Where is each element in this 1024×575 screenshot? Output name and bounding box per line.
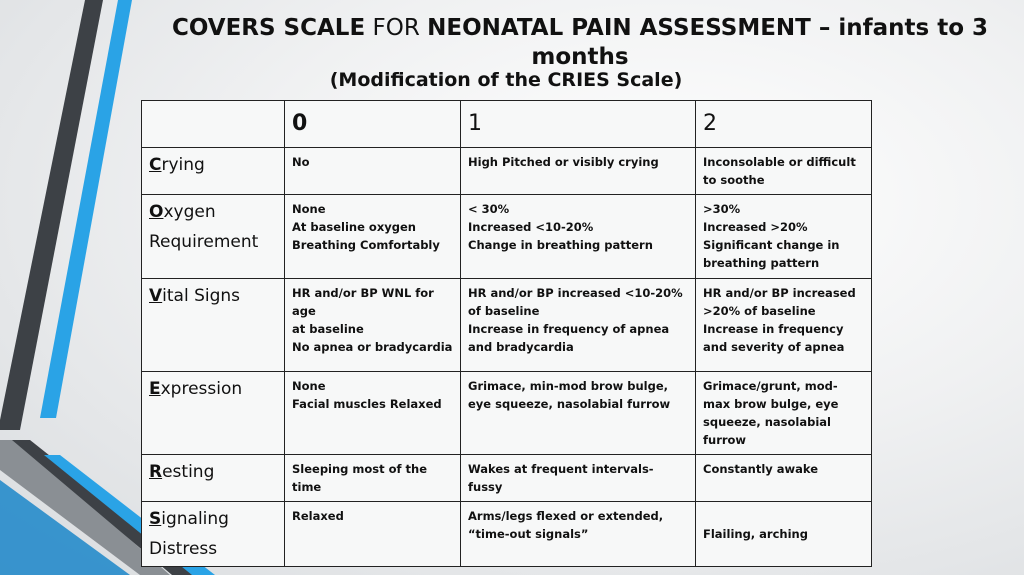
cell-signaling-0	[285, 502, 461, 567]
cell-resting-1	[461, 455, 696, 502]
table-row	[142, 279, 872, 372]
table-row	[142, 455, 872, 502]
cell-line: Significant change in breathing pattern	[703, 238, 840, 270]
cell-vital-0	[285, 279, 461, 372]
cell-line: Grimace/grunt, mod-max brow bulge, eye squeeze, nasolabial furrow	[703, 379, 839, 447]
table-row	[142, 195, 872, 279]
cell-line: Increased >20%	[703, 220, 808, 234]
cell-expression-1	[461, 372, 696, 455]
cell-line: Relaxed	[292, 509, 344, 523]
category-crying	[142, 148, 285, 195]
cell-oxygen-1	[461, 195, 696, 279]
cell-line: Sleeping most of the time	[292, 462, 428, 494]
header-empty	[142, 101, 285, 148]
cell-crying-0	[285, 148, 461, 195]
header-row	[142, 101, 872, 148]
cell-line: Constantly awake	[703, 462, 819, 476]
category-label: xpression	[160, 379, 243, 399]
cell-line: None	[292, 202, 326, 216]
category-initial: C	[149, 155, 162, 175]
cell-line: HR and/or BP increased >20% of baseline	[703, 286, 856, 318]
page-subtitle: (Modification of the CRIES Scale)	[329, 69, 683, 91]
cell-line: High Pitched or visibly crying	[468, 155, 659, 169]
cell-crying-1	[461, 148, 696, 195]
category-label: xygen Requirement	[149, 202, 259, 252]
category-label: rying	[161, 155, 205, 175]
category-oxygen	[142, 195, 285, 279]
cell-line: Change in breathing pattern	[468, 238, 653, 252]
category-expression	[142, 372, 285, 455]
cell-line: Flailing, arching	[703, 527, 808, 541]
cell-signaling-2	[696, 502, 872, 567]
cell-resting-0	[285, 455, 461, 502]
cell-resting-2	[696, 455, 872, 502]
cell-line: Inconsolable or difficult to soothe	[703, 155, 856, 187]
cell-line: HR and/or BP WNL for age	[292, 286, 434, 318]
cell-line: >30%	[703, 202, 741, 216]
cell-line: Increase in frequency and severity of apnea	[703, 322, 845, 354]
category-resting	[142, 455, 285, 502]
category-initial: E	[149, 379, 161, 399]
cell-vital-1	[461, 279, 696, 372]
cell-line: Arms/legs flexed or extended, “time-out signals”	[468, 509, 664, 541]
table-row	[142, 502, 872, 567]
cell-expression-2	[696, 372, 872, 455]
header-score-2: 2	[696, 101, 872, 148]
title-part-2: FOR	[365, 15, 428, 41]
category-initial: O	[149, 202, 164, 222]
cell-line: Wakes at frequent intervals- fussy	[468, 462, 654, 494]
cell-line: at baseline	[292, 322, 364, 336]
cell-line: Grimace, min-mod brow bulge, eye squeeze, nasolabial furrow	[468, 379, 671, 411]
cell-oxygen-0	[285, 195, 461, 279]
title-part-3: NEONATAL PAIN ASSESSMENT – infants to 3 months	[427, 15, 989, 70]
cell-line: < 30%	[468, 202, 510, 216]
cell-line: No	[292, 155, 310, 169]
cell-line: Increased <10-20%	[468, 220, 594, 234]
cell-line: Increase in frequency of apnea and bradycardia	[468, 322, 670, 354]
cell-line: Breathing Comfortably	[292, 238, 440, 252]
category-label: ignaling Distress	[149, 509, 229, 559]
category-vital-signs	[142, 279, 285, 372]
table-row	[142, 372, 872, 455]
category-initial: S	[149, 509, 162, 529]
cell-line: HR and/or BP increased <10-20% of baseline	[468, 286, 683, 318]
cell-oxygen-2	[696, 195, 872, 279]
cell-vital-2	[696, 279, 872, 372]
header-score-1: 1	[461, 101, 696, 148]
category-initial: V	[149, 286, 163, 306]
cell-line: No apnea or bradycardia	[292, 340, 453, 354]
covers-scale-table	[141, 100, 872, 567]
category-initial: R	[149, 462, 163, 482]
cell-line: At baseline oxygen	[292, 220, 416, 234]
cell-line: None	[292, 379, 326, 393]
cell-crying-2	[696, 148, 872, 195]
table-row	[142, 148, 872, 195]
cell-line: Facial muscles Relaxed	[292, 397, 442, 411]
cell-signaling-1	[461, 502, 696, 567]
category-signaling	[142, 502, 285, 567]
cell-expression-0	[285, 372, 461, 455]
category-label: esting	[162, 462, 215, 482]
title-part-1: COVERS SCALE	[171, 15, 366, 41]
header-score-0: 0	[285, 101, 461, 148]
category-label: ital Signs	[162, 286, 241, 306]
page-title	[170, 14, 990, 72]
